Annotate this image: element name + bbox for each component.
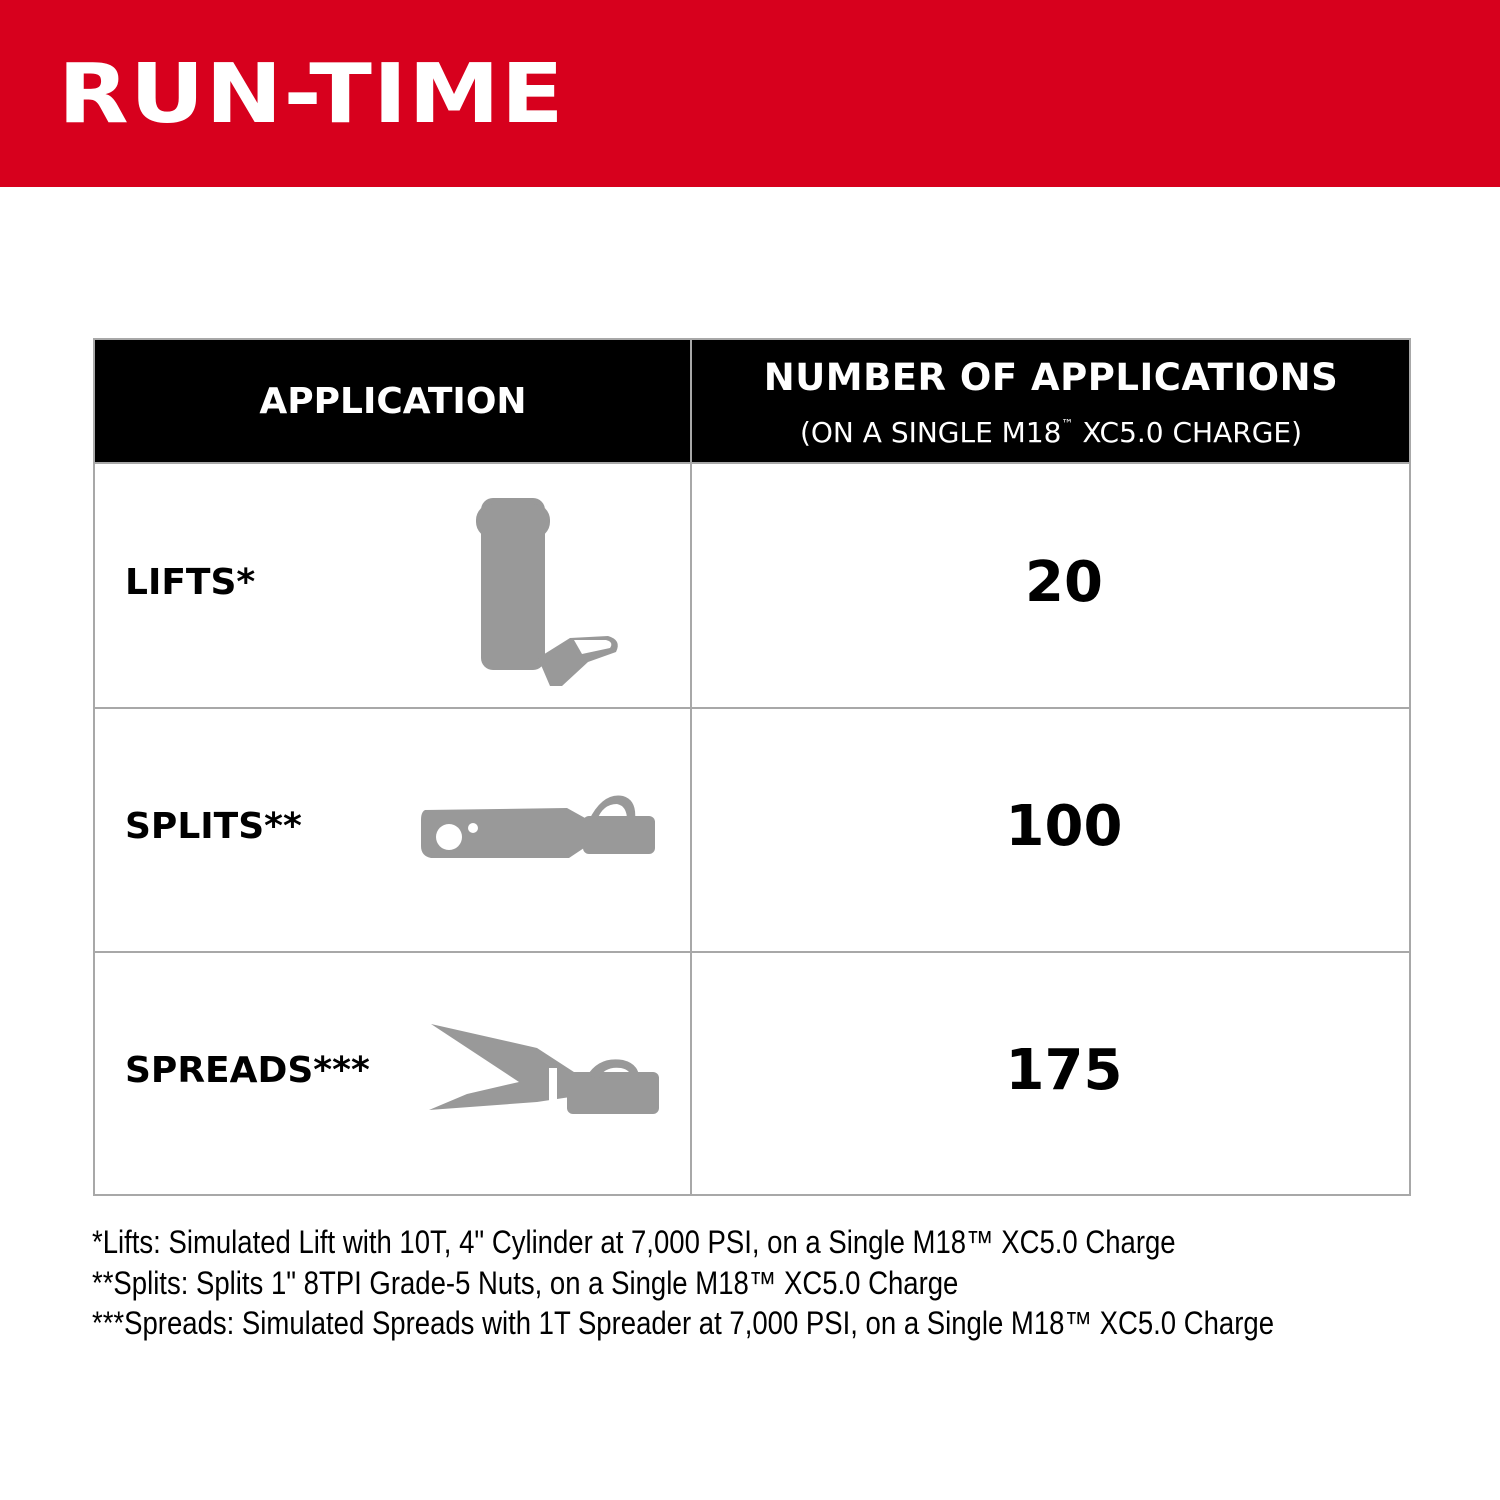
footnote-spreads: ***Spreads: Simulated Spreads with 1T Spreader at 7,000 PSI, on a Single M18™ XC5.0 Charge xyxy=(92,1305,1275,1341)
column-header-number-subtitle: (ON A SINGLE M18™ XC5.0 CHARGE) xyxy=(799,416,1303,449)
row-divider xyxy=(95,462,1409,464)
row-divider xyxy=(95,707,1409,709)
row-value: 175 xyxy=(1005,1038,1123,1103)
column-header-application: APPLICATION xyxy=(259,381,527,422)
row-label: SPLITS** xyxy=(125,806,302,847)
row-value: 20 xyxy=(1025,550,1103,615)
column-header-number xyxy=(693,340,1409,464)
column-header-number-title: NUMBER OF APPLICATIONS xyxy=(763,356,1339,399)
nut-splitter-icon xyxy=(417,790,657,870)
footnotes xyxy=(92,1222,1472,1344)
footnote-splits: **Splits: Splits 1" 8TPI Grade-5 Nuts, on a Single M18™ XC5.0 Charge xyxy=(92,1264,959,1301)
column-divider xyxy=(690,340,692,1194)
hydraulic-cylinder-icon xyxy=(470,490,625,690)
row-label: LIFTS* xyxy=(125,562,256,603)
run-time-table xyxy=(93,338,1411,1196)
header-banner xyxy=(0,0,1500,187)
table-header xyxy=(95,340,1409,464)
row-value: 100 xyxy=(1005,794,1123,859)
wedge-spreader-icon xyxy=(427,1020,662,1120)
row-divider xyxy=(95,951,1409,953)
footnote-lifts: *Lifts: Simulated Lift with 10T, 4" Cylinder at 7,000 PSI, on a Single M18™ XC5.0 Charge xyxy=(92,1224,1176,1260)
page-title: RUN-TIME xyxy=(58,47,565,142)
row-label: SPREADS*** xyxy=(125,1050,370,1091)
